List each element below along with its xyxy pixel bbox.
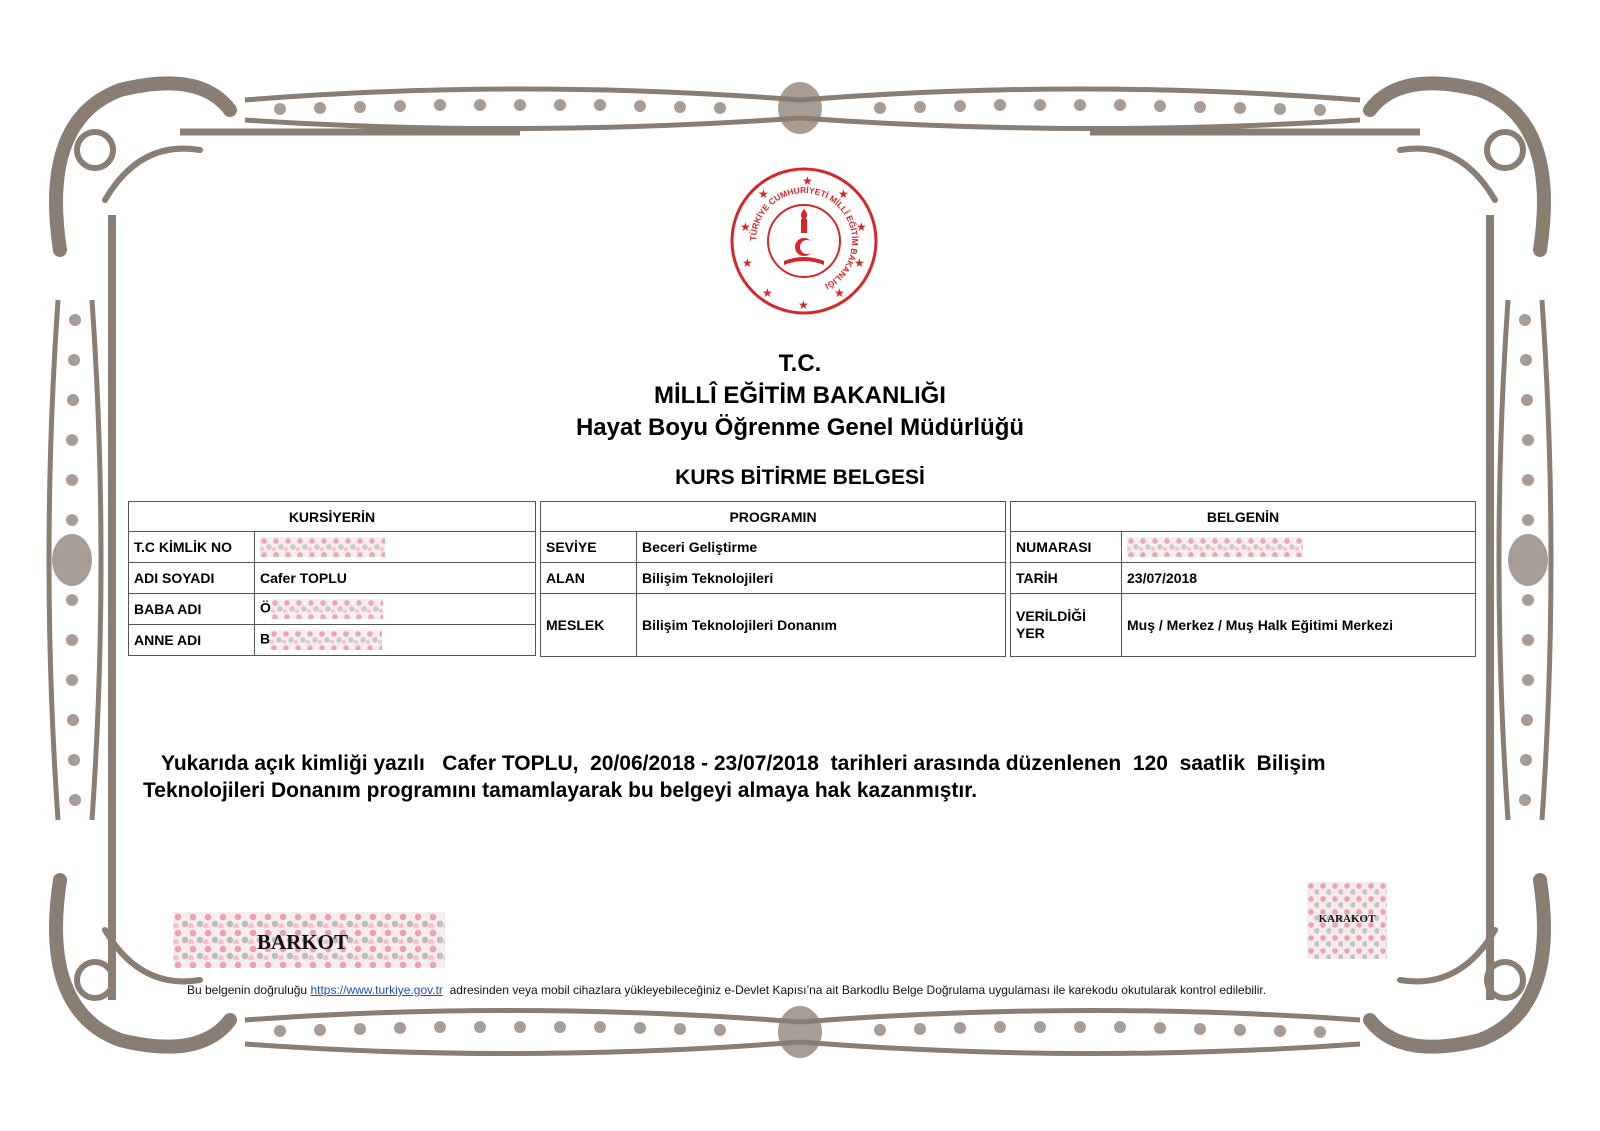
program-info-table xyxy=(540,501,1006,657)
country-heading: T.C. xyxy=(778,350,822,377)
directorate-heading: Hayat Boyu Öğrenme Genel Müdürlüğü xyxy=(575,414,1025,441)
date-value: 23/07/2018 xyxy=(1122,563,1476,594)
tc-id-label: T.C KİMLİK NO xyxy=(129,532,255,563)
svg-text:★: ★ xyxy=(834,286,845,300)
profession-label: MESLEK xyxy=(541,594,637,657)
verification-note xyxy=(187,983,1427,997)
svg-text:★: ★ xyxy=(798,298,809,312)
redacted-id xyxy=(260,537,385,557)
turkiye-gov-link[interactable]: https://www.turkiye.gov.tr xyxy=(310,983,443,997)
svg-text:★: ★ xyxy=(740,220,751,234)
svg-text:★: ★ xyxy=(762,286,773,300)
statement-line-1: Yukarıda açık kimliği yazılı Cafer TOPLU, 20/06/2018 - 23/07/2018 tarihleri arasında düzenlenen 120 saatlik Bilişim xyxy=(161,752,1326,775)
date-label: TARİH xyxy=(1011,563,1122,594)
redacted-certificate-number xyxy=(1127,537,1303,557)
program-heading: PROGRAMIN xyxy=(541,502,1006,532)
statement-line-2: Teknolojileri Donanım programını tamamlayarak bu belgeyi almaya hak kazanmıştır. xyxy=(143,779,978,802)
ministry-heading: MİLLÎ EĞİTİM BAKANLIĞI xyxy=(654,382,946,409)
footer-text-after: adresinden veya mobil cihazlara yükleyebileceğiniz e-Devlet Kapısı’na ait Barkodlu Belge Doğrulama uygulaması ile karekodu okutularak kontrol edilebilir. xyxy=(442,983,1267,997)
tc-id-value xyxy=(255,532,536,563)
certificate-info-table xyxy=(1010,501,1476,657)
svg-text:★: ★ xyxy=(742,256,753,270)
field-label: ALAN xyxy=(541,563,637,594)
qr-code-label: KARAKOT xyxy=(1318,913,1376,925)
redacted-father-name xyxy=(271,599,383,619)
ministry-emblem-logo xyxy=(728,165,880,317)
father-name-label: BABA ADI xyxy=(129,594,255,625)
certificate-heading: BELGENİN xyxy=(1011,502,1476,532)
mother-name-label: ANNE ADI xyxy=(129,625,255,656)
document-title: KURS BİTİRME BELGESİ xyxy=(675,466,925,489)
svg-text:TÜRKİYE CUMHURİYETİ MİLLÎ EĞİT: TÜRKİYE CUMHURİYETİ MİLLÎ EĞİTİM BAKANLIĞI xyxy=(747,184,861,292)
trainee-heading: KURSİYERİN xyxy=(129,502,536,532)
barcode-area xyxy=(173,912,445,968)
mother-initial: B xyxy=(260,630,271,647)
completion-statement xyxy=(143,750,1433,804)
qr-code-area xyxy=(1307,882,1387,959)
field-value: Bilişim Teknolojileri xyxy=(637,563,1006,594)
issue-place-label-line2: YER xyxy=(1016,625,1045,641)
name-label: ADI SOYADI xyxy=(129,563,255,594)
trainee-info-table xyxy=(128,501,536,656)
issue-place-label xyxy=(1011,594,1122,657)
barcode-label: BARKOT xyxy=(257,930,349,954)
redacted-mother-name xyxy=(270,630,382,650)
svg-text:★: ★ xyxy=(838,187,849,201)
father-initial: Ö xyxy=(260,599,271,616)
mother-name-value xyxy=(255,625,536,656)
footer-text-before: Bu belgenin doğruluğu xyxy=(187,983,311,997)
svg-text:★: ★ xyxy=(758,187,769,201)
father-name-value xyxy=(255,594,536,625)
level-value: Beceri Geliştirme xyxy=(637,532,1006,563)
issue-place-value: Muş / Merkez / Muş Halk Eğitimi Merkezi xyxy=(1122,594,1476,657)
level-label: SEVİYE xyxy=(541,532,637,563)
certificate-number-value xyxy=(1122,532,1476,563)
name-value: Cafer TOPLU xyxy=(255,563,536,594)
issue-place-label-line1: VERİLDİĞİ xyxy=(1016,608,1087,624)
svg-text:★: ★ xyxy=(854,256,865,270)
profession-value: Bilişim Teknolojileri Donanım xyxy=(637,594,1006,657)
certificate-number-label: NUMARASI xyxy=(1011,532,1122,563)
svg-text:★: ★ xyxy=(856,220,867,234)
svg-text:★: ★ xyxy=(802,174,813,188)
